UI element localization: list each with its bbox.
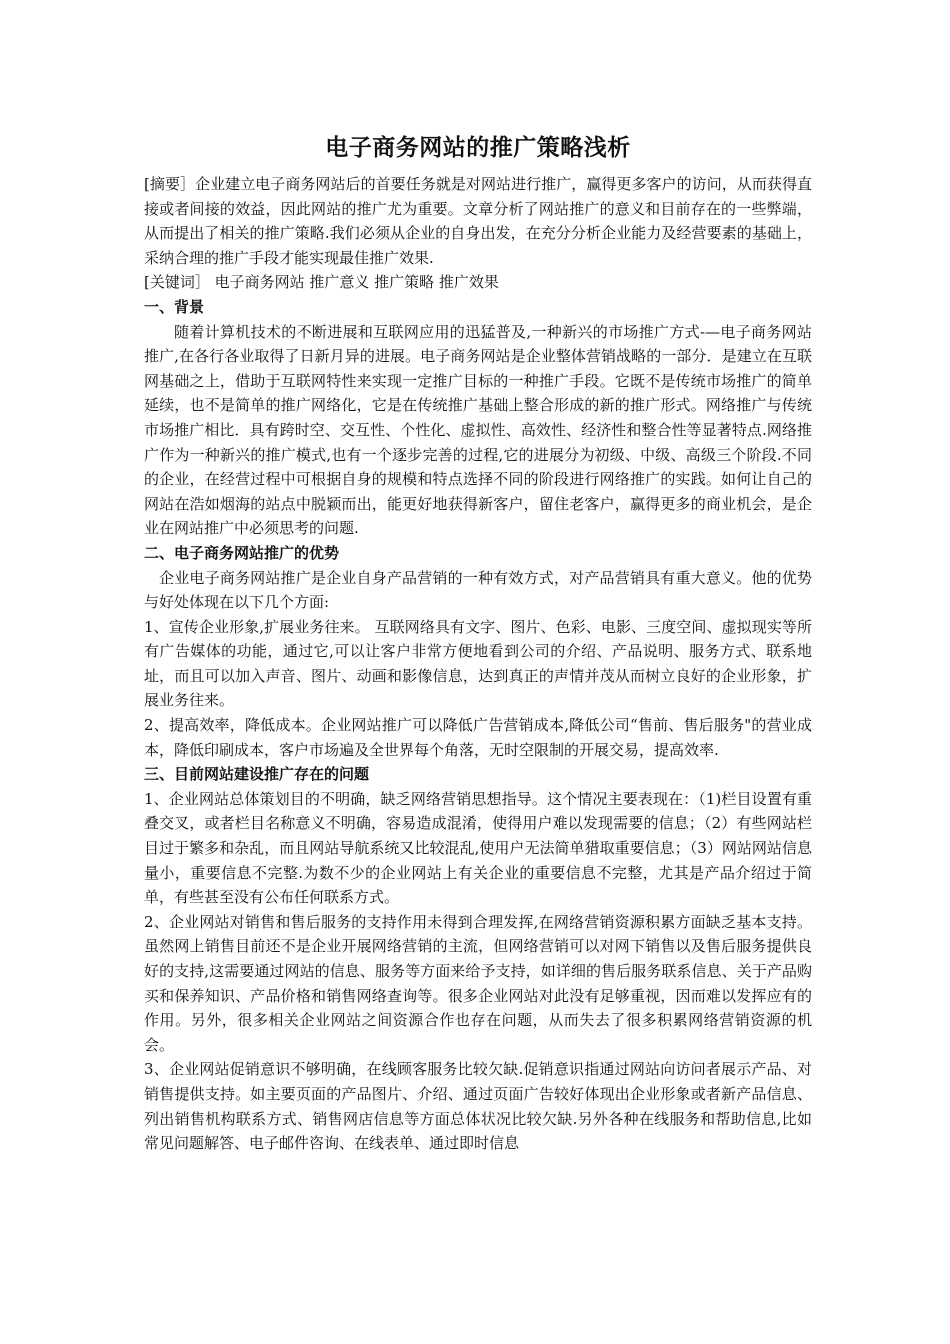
- section-heading-background: 一、背景: [144, 297, 205, 316]
- background-paragraph: 随着计算机技术的不断进展和互联网应用的迅猛普及,一种新兴的市场推广方式-—电子商务网站推广,在各行各业取得了日新月异的进展。电子商务网站是企业整体营销战略的一部分．是建立在互联网基础之上，借助于互联网特性来实现一定推广目标的一种推广手段。它既不是传统市场推广的简单延续，也不是简单的推广网络化，它是在传统推广基础上整合形成的新的推广形式。网络推广与传统市场推广相比．具有跨时空、交互性、个性化、虚拟性、高效性、经济性和整合性等显著特点.网络推广作为一种新兴的推广模式,也有一个逐步完善的过程,它的进展分为初级、中级、高级三个阶段.不同的企业，在经营过程中可根据自身的规模和特点选择不同的阶段进行网络推广的实践。如何让自己的网站在浩如烟海的站点中脱颖而出，能更好地获得新客户，留住老客户，赢得更多的商业机会，是企业在网站推广中必须思考的问题.: [144, 322, 812, 538]
- advantage-item-1: 1、宣传企业形象,扩展业务往来。 互联网络具有文字、图片、色彩、电影、三度空间、虚拟现实等所有广告媒体的功能，通过它,可以让客户非常方便地看到公司的介绍、产品说明、服务方式、联系地址，而且可以加入声音、图片、动画和影像信息，达到真正的声情并茂从而树立良好的企业形象，扩展业务往来。: [144, 617, 812, 710]
- advantages-intro-paragraph: 企业电子商务网站推广是企业自身产品营销的一种有效方式，对产品营销具有重大意义。他的优势与好处体现在以下几个方面:: [144, 568, 812, 612]
- problem-item-2: 2、企业网站对销售和售后服务的支持作用未得到合理发挥,在网络营销资源积累方面缺乏基本支持。虽然网上销售目前还不是企业开展网络营销的主流，但网络营销可以对网下销售以及售后服务提供良好的支持,这需要通过网站的信息、服务等方面来给予支持，如详细的售后服务联系信息、关于产品购买和保养知识、产品价格和销售网络查询等。很多企业网站对此没有足够重视，因而难以发挥应有的作用。另外，很多相关企业网站之间资源合作也存在问题，从而失去了很多积累网络营销资源的机会。: [144, 912, 812, 1054]
- section-heading-problems: 三、目前网站建设推广存在的问题: [144, 765, 370, 784]
- keywords-paragraph: [关键词］ 电子商务网站 推广意义 推广策略 推广效果: [144, 273, 499, 292]
- section-heading-advantages: 二、电子商务网站推广的优势: [144, 543, 340, 562]
- abstract-paragraph: [摘要］企业建立电子商务网站后的首要任务就是对网站进行推广，赢得更多客户的访问，从而获得直接或者间接的效益，因此网站的推广尤为重要。文章分析了网站推广的意义和目前存在的一些弊端，从而提出了相关的推广策略.我们必须从企业的自身出发，在充分分析企业能力及经营要素的基础上，采纳合理的推广手段才能实现最佳推广效果.: [144, 175, 812, 267]
- problem-item-3: 3、企业网站促销意识不够明确，在线顾客服务比较欠缺.促销意识指通过网站向访问者展示产品、对销售提供支持。如主要页面的产品图片、介绍、通过页面广告较好体现出企业形象或者新产品信息、列出销售机构联系方式、销售网店信息等方面总体状况比较欠缺.另外各种在线服务和帮助信息,比如常见问题解答、电子邮件咨询、在线表单、通过即时信息: [144, 1060, 812, 1153]
- advantage-item-2: 2、提高效率，降低成本。企业网站推广可以降低广告营销成本,降低公司“售前、售后服务"的营业成本，降低印刷成本，客户市场遍及全世界每个角落，无时空限制的开展交易，提高效率.: [144, 716, 812, 759]
- problem-item-1: 1、企业网站总体策划目的不明确，缺乏网络营销思想指导。这个情况主要表现在：（1)栏目设置有重叠交叉，或者栏目名称意义不明确，容易造成混淆，使得用户难以发现需要的信息；（2）有些网站栏目过于繁多和杂乱，而且网站导航系统又比较混乱,使用户无法简单猎取重要信息；（3）网站网站信息量小，重要信息不完整.为数不少的企业网站上有关企业的重要信息不完整，尤其是产品介绍过于简单，有些甚至没有公布任何联系方式。: [144, 789, 812, 907]
- document-page: [144, 128, 812, 1156]
- document-title: 电子商务网站的推广策略浅析: [325, 135, 631, 161]
